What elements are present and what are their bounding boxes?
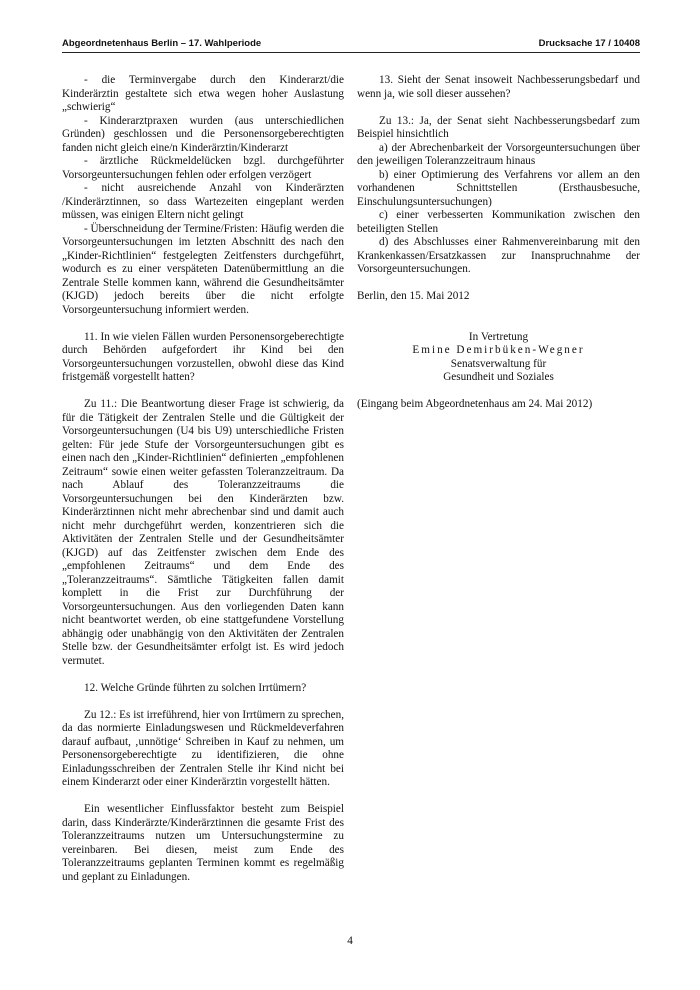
list-item: c) einer verbesserten Kommunikation zwischen den beteiligten Stellen (357, 209, 640, 235)
header-right: Drucksache 17 / 10408 (538, 38, 640, 49)
list-item: d) des Abschlusses einer Rahmenvereinbarung mit den Krankenkassen/Ersatzkassen zur Inanspruchnahme der Vorsorgeuntersuchungen. (357, 236, 640, 275)
question-13: 13. Sieht der Senat insoweit Nachbesserungsbedarf und wenn ja, wie soll dieser aussehen? (357, 74, 640, 100)
left-column (62, 74, 344, 884)
signature-name: Emine Demirbüken-Wegner (412, 344, 585, 356)
right-column (357, 74, 640, 412)
receipt-note: (Eingang beim Abgeordnetenhaus am 24. Mai 2012) (357, 398, 593, 410)
question-12: 12. Welche Gründe führten zu solchen Irrtümern? (84, 681, 307, 694)
header-left: Abgeordnetenhaus Berlin – 17. Wahlperiode (62, 38, 262, 49)
answer-13-intro: Zu 13.: Ja, der Senat sieht Nachbesserungsbedarf zum Beispiel hinsichtlich (357, 114, 640, 140)
answer-11: Zu 11.: Die Beantwortung dieser Frage ist schwierig, da für die Tätigkeit der Zentralen Stelle und die Gültigkeit der Vorsorgeuntersuchungen (U4 bis U9) unterschiedliche Fristen gelten: Für jede Stufe der Vorsorgeuntersuchungen gibt es einen nach den „Kinder-Richtlinien“ definierten „empfohlenen Zeitraum“ sowie einen weiter gefassten Toleranzzeitraum. Da nach Ablauf des Toleranzzeitraums die Vorsorgeuntersuchungen bei den Kinderärzten bzw. Kinderärztinnen nicht mehr abrechenbar sind und damit auch nicht mehr durchgeführt werden, konzentrieren sich die Aktivitäten der Zentralen Stelle und der Gesundheitsämter (KJGD) auf das Zeitfenster zwischen dem Ende des „empfohlenen Zeitraums“ und dem Ende des „Toleranzzeitraums“. Sämtliche Tätigkeiten fallen damit komplett in die Frist zur Durchführung der Vorsorgeuntersuchungen. Aus den vorliegenden Daten kann nicht beantwortet werden, ob eine stattgefundene Vorstellung abhängig oder unabhängig von den Aktivitäten der Zentralen Stelle bzw. der Gesundheitsämter erfolgt ist. Es wird jedoch vermutet. (62, 398, 344, 667)
list-item: - nicht ausreichende Anzahl von Kinderärzten /Kinderärztinnen, so dass Wartezeiten eingeplant werden müssen, was einigen Eltern nicht gelingt (62, 182, 344, 221)
question-11: 11. In wie vielen Fällen wurden Personensorgeberechtigte durch Behörden aufgefordert ihr Kind bei den Vorsorgeuntersuchungen vorzustellen, obwohl diese das Kind fristgemäß vorgestellt hatten? (62, 330, 344, 383)
signature-line-3: Senatsverwaltung für (450, 357, 547, 370)
answer-12: Zu 12.: Es ist irreführend, hier von Irrtümern zu sprechen, da das normierte Einladungswesen und Rückmeldeverfahren darauf aufbaut, ‚unnötige‘ Schreiben in Kauf zu nehmen, um Personensorgeberechtigte zu identifizieren, die ohne Einladungsschreiben der Zentralen Stelle ihr Kind nicht bei einem Kinderarzt oder einer Kinderärztin vorgestellt hätten. (62, 708, 344, 788)
page-header (62, 38, 640, 53)
list-item: a) der Abrechenbarkeit der Vorsorgeuntersuchungen über den jeweiligen Toleranzzeitraum hinaus (357, 141, 640, 167)
page-number: 4 (347, 935, 353, 947)
list-item: - ärztliche Rückmeldelücken bzgl. durchgeführter Vorsorgeuntersuchungen fehlen oder erfolgen verzögert (62, 155, 344, 181)
signature-line-4: Gesundheit und Soziales (443, 371, 554, 383)
list-item: - Kinderarztpraxen wurden (aus unterschiedlichen Gründen) geschlossen und die Personensorgeberechtigten fanden nicht gleich eine/n Kinderärztin/Kinderarzt (62, 114, 344, 154)
list-item: - Überschneidung der Termine/Fristen: Häufig werden die Vorsorgeuntersuchungen im letzten Abschnitt des nach den „Kinder-Richtlinien“ festgelegten Zeitfensters durchgeführt, wodurch es zu einer verspäteten Datenübermittlung an die Zentrale Stelle kommen kann, während die Gesundheitsämter (KJGD) jedoch bereits über die nicht erfolgte Vorsorgeuntersuchung informiert werden. (62, 222, 344, 316)
list-item: b) einer Optimierung des Verfahrens vor allem an den vorhandenen Schnittstellen (Ersthausbesuche, Einschulungsuntersuchungen) (357, 168, 640, 208)
answer-12-continued: Ein wesentlicher Einflussfaktor besteht zum Beispiel darin, dass Kinderärzte/Kinderärztinnen die gesamte Frist des Toleranzzeitraums nutzen um Untersuchungstermine zu vereinbaren. Bei diesen, meist zum Ende des Toleranzzeitraums geplanten Terminen kommt es regelmäßig und geplant zu Einladungen. (62, 803, 344, 883)
signature-line-1: In Vertretung (468, 330, 529, 343)
date-line: Berlin, den 15. Mai 2012 (357, 290, 470, 302)
list-item: - die Terminvergabe durch den Kinderarzt/die Kinderärztin gestaltete sich etwa wegen hoher Auslastung „schwierig“ (62, 74, 344, 113)
